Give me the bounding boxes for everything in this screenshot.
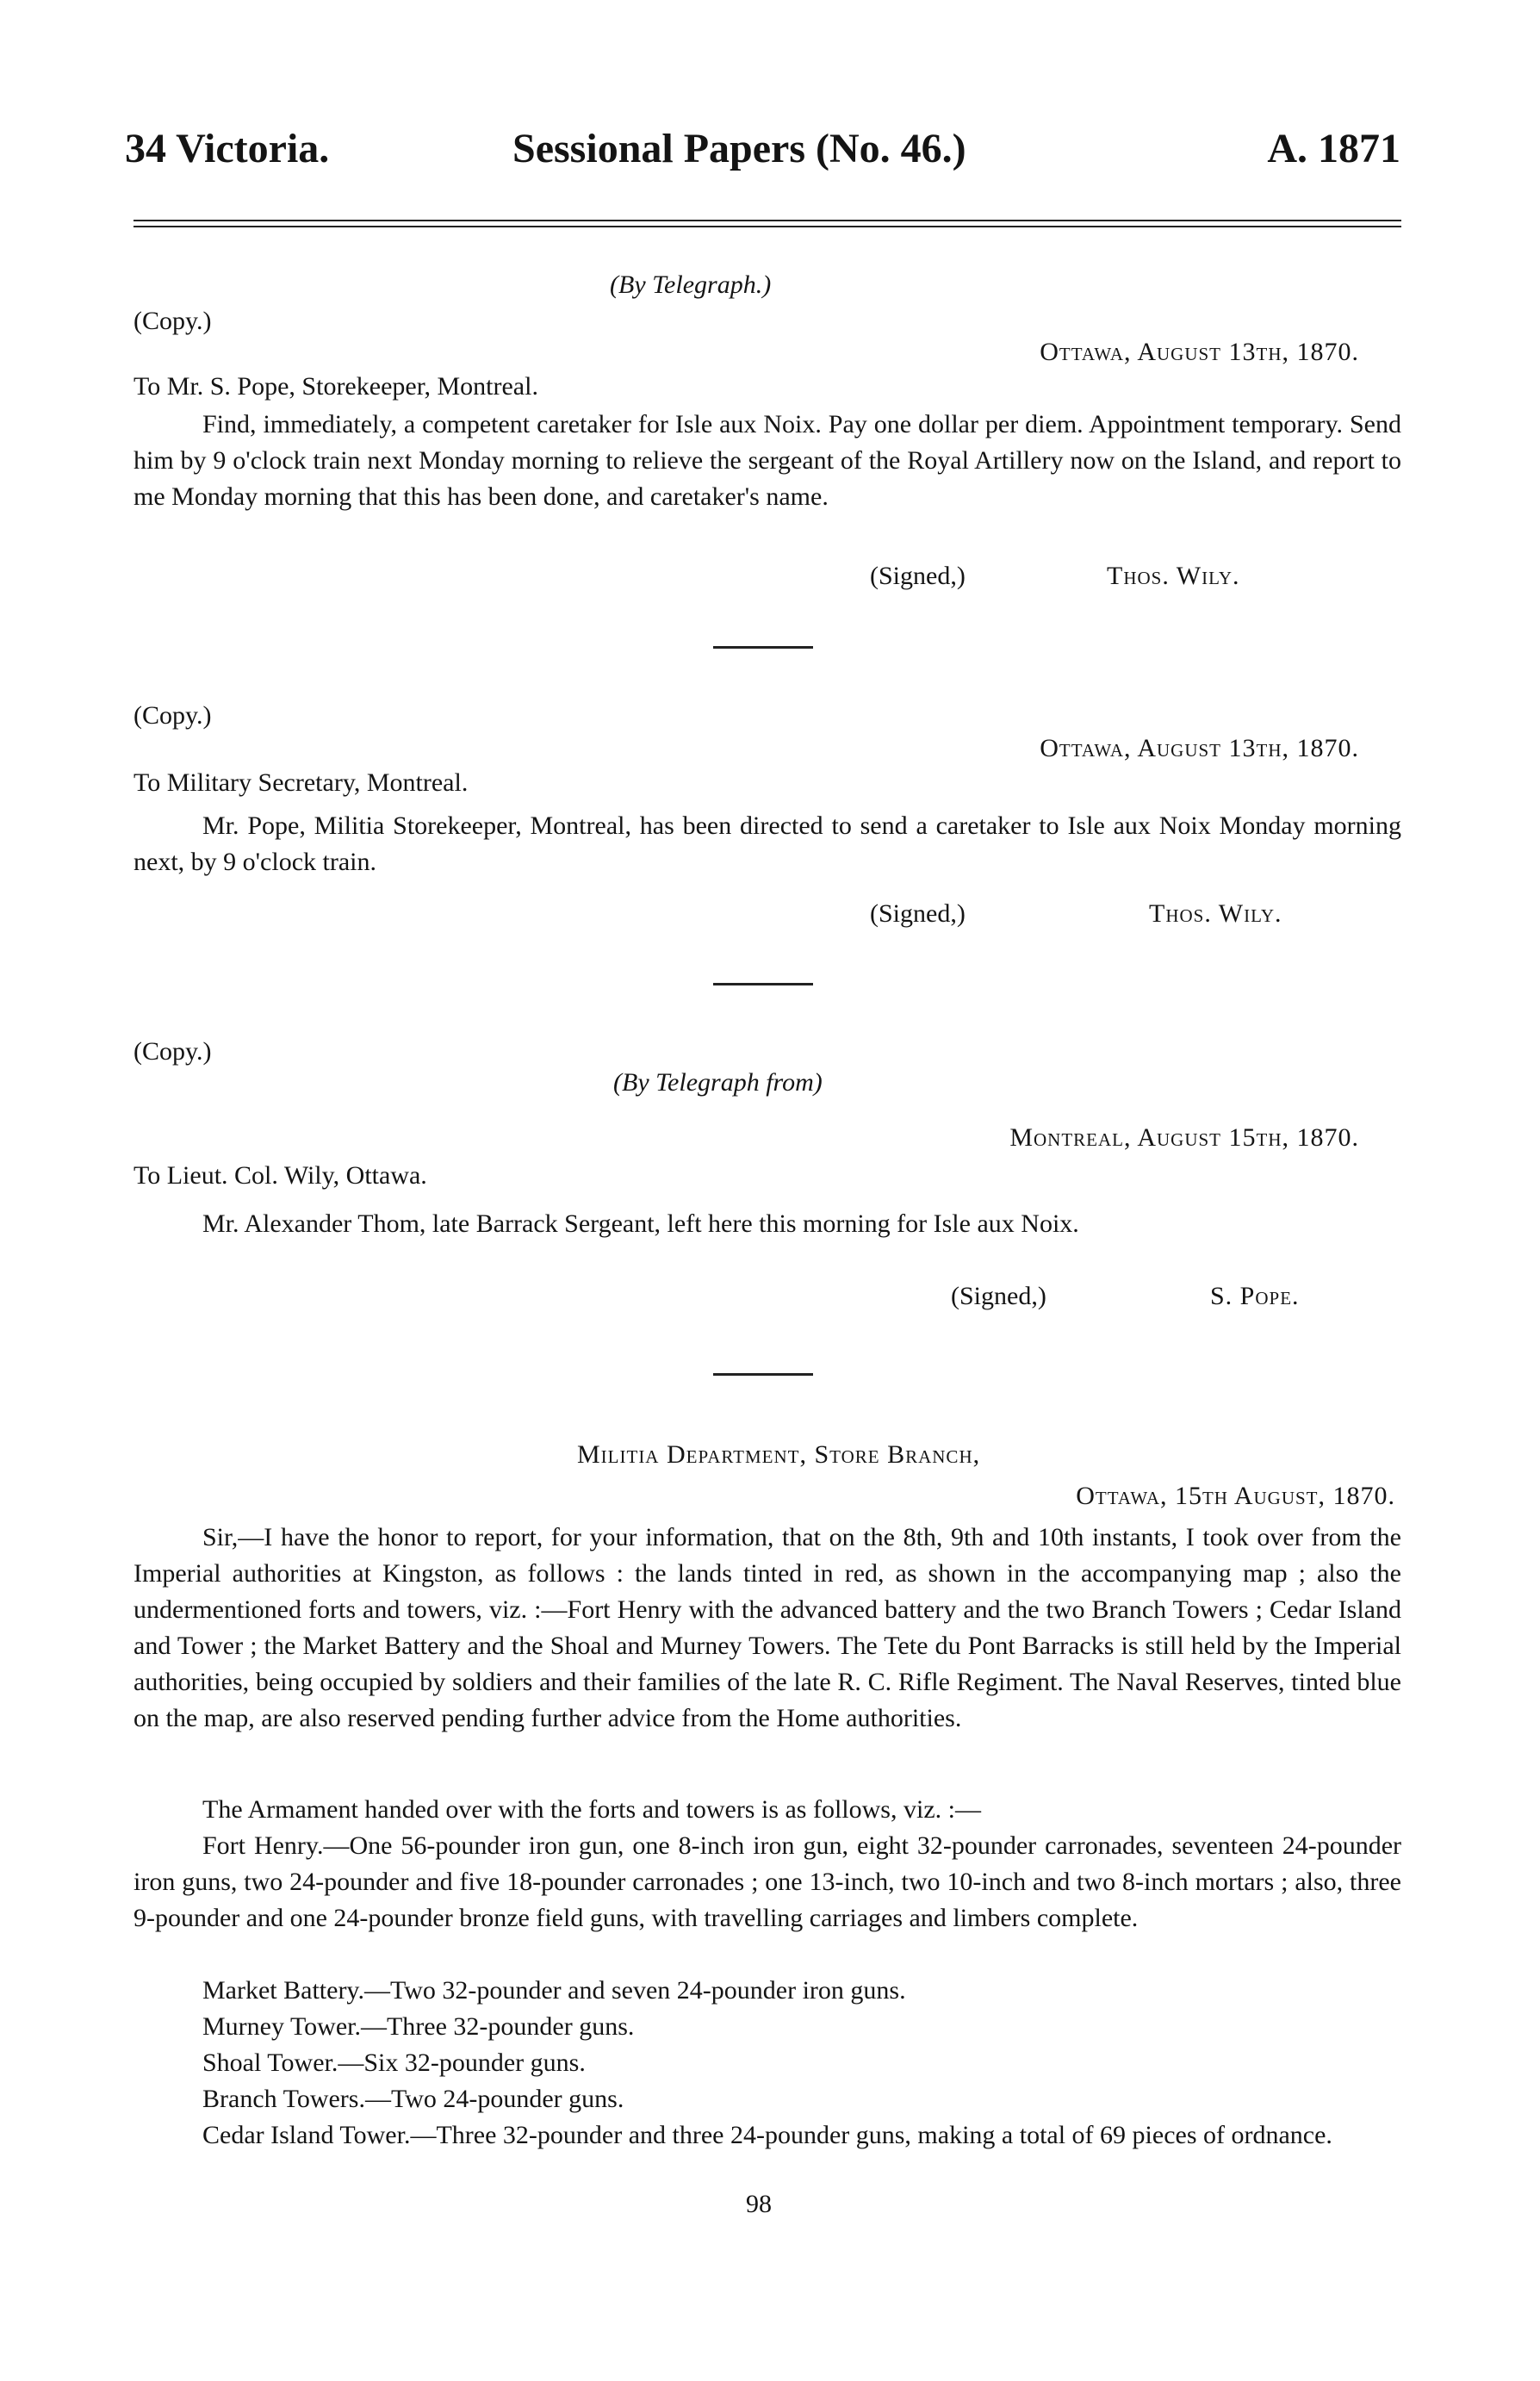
letter3-via: (By Telegraph from): [613, 1068, 823, 1097]
section-separator: [713, 646, 813, 649]
letter4-department: Militia Department, Store Branch,: [577, 1440, 981, 1469]
letter3-place-date-text: Montreal, August 15th, 1870.: [1009, 1123, 1359, 1152]
letter1-via: (By Telegraph.): [610, 270, 772, 299]
letter1-body: Find, immediately, a competent caretaker for Isle aux Noix. Pay one dollar per diem. Appointment temporary. Send him by 9 o'clock train next Monday morning to relieve the sergeant of the Royal Artillery now on the Island, and report to me Monday morning that this has been done, and caretaker's name.: [134, 410, 1401, 511]
letter2-signer: Thos. Wily.: [1149, 899, 1282, 928]
letter2-to: To Military Secretary, Montreal.: [134, 768, 469, 797]
letter3-body: Mr. Alexander Thom, late Barrack Sergeant, left here this morning for Isle aux Noix.: [202, 1209, 1079, 1238]
letter4-cedar-island: Cedar Island Tower.—Three 32-pounder and three 24-pounder guns, making a total of 69 pieces of ordnance.: [202, 2121, 1332, 2149]
letter3-signer: S. Pope.: [1210, 1282, 1300, 1310]
letter4-fort-henry: Fort Henry.—One 56-pounder iron gun, one 8-inch iron gun, eight 32-pounder carronades, seventeen 24-pounder iron guns, two 24-pounder and five 18-pounder carronades ; one 13-inch, two 10-inch and two 8-inch mortars ; also, three 9-pounder and one 24-pounder bronze field guns, with travelling carriages and limbers complete.: [134, 1831, 1401, 1932]
letter4-branch-towers: Branch Towers.—Two 24-pounder guns.: [202, 2085, 624, 2113]
letter1-place-date: [1040, 334, 1359, 370]
letter2-place-date-text: Ottawa, August 13th, 1870.: [1040, 734, 1359, 762]
header-rule-top: [134, 220, 1401, 221]
header-right: A. 1871: [1267, 126, 1400, 171]
letter2-body: Mr. Pope, Militia Storekeeper, Montreal, has been directed to send a caretaker to Isle aux Noix Monday morning next, by 9 o'clock train.: [134, 811, 1401, 876]
letter4-armament-intro: The Armament handed over with the forts and towers is as follows, viz. :—: [202, 1795, 981, 1824]
letter4-murney-tower: Murney Tower.—Three 32-pounder guns.: [202, 2012, 635, 2041]
letter4-place-date-text: Ottawa, 15th August, 1870.: [1076, 1482, 1395, 1510]
letter1-copy: (Copy.): [134, 307, 212, 335]
section-separator: [713, 1373, 813, 1376]
letter1-signer: Thos. Wily.: [1107, 562, 1240, 590]
section-separator: [713, 983, 813, 985]
letter4-shoal-tower: Shoal Tower.—Six 32-pounder guns.: [202, 2048, 586, 2077]
letter3-signed: (Signed,): [951, 1282, 1046, 1310]
letter2-place-date: [1040, 730, 1359, 767]
header-center: Sessional Papers (No. 46.): [512, 126, 966, 171]
letter3-copy: (Copy.): [134, 1037, 212, 1066]
letter3-to: To Lieut. Col. Wily, Ottawa.: [134, 1161, 427, 1190]
letter4-paragraph: Sir,—I have the honor to report, for your information, that on the 8th, 9th and 10th instants, I took over from the Imperial authorities at Kingston, as follows : the lands tinted in red, as shown in the accompanying map ; also the undermentioned forts and towers, viz. :—Fort Henry with the advanced battery and the two Branch Towers ; Cedar Island and Tower ; the Market Battery and the Shoal and Murney Towers. The Tete du Pont Barracks is still held by the Imperial authorities, being occupied by soldiers and their families of the late R. C. Rifle Regiment. The Naval Reserves, tinted blue on the map, are also reserved pending further advice from the Home authorities.: [134, 1523, 1401, 1732]
page-number: 98: [746, 2190, 772, 2218]
header-rule-bottom: [134, 226, 1401, 227]
letter2-signed: (Signed,): [870, 899, 966, 928]
letter4-market-battery: Market Battery.—Two 32-pounder and seven 24-pounder iron guns.: [202, 1976, 906, 2005]
letter4-place-date: [1076, 1478, 1395, 1514]
letter2-copy: (Copy.): [134, 701, 212, 730]
letter1-signed: (Signed,): [870, 562, 966, 590]
letter3-place-date: [1009, 1120, 1359, 1156]
header-left: 34 Victoria.: [125, 126, 330, 171]
letter1-place-date-text: Ottawa, August 13th, 1870.: [1040, 338, 1359, 366]
letter1-to: To Mr. S. Pope, Storekeeper, Montreal.: [134, 372, 538, 401]
